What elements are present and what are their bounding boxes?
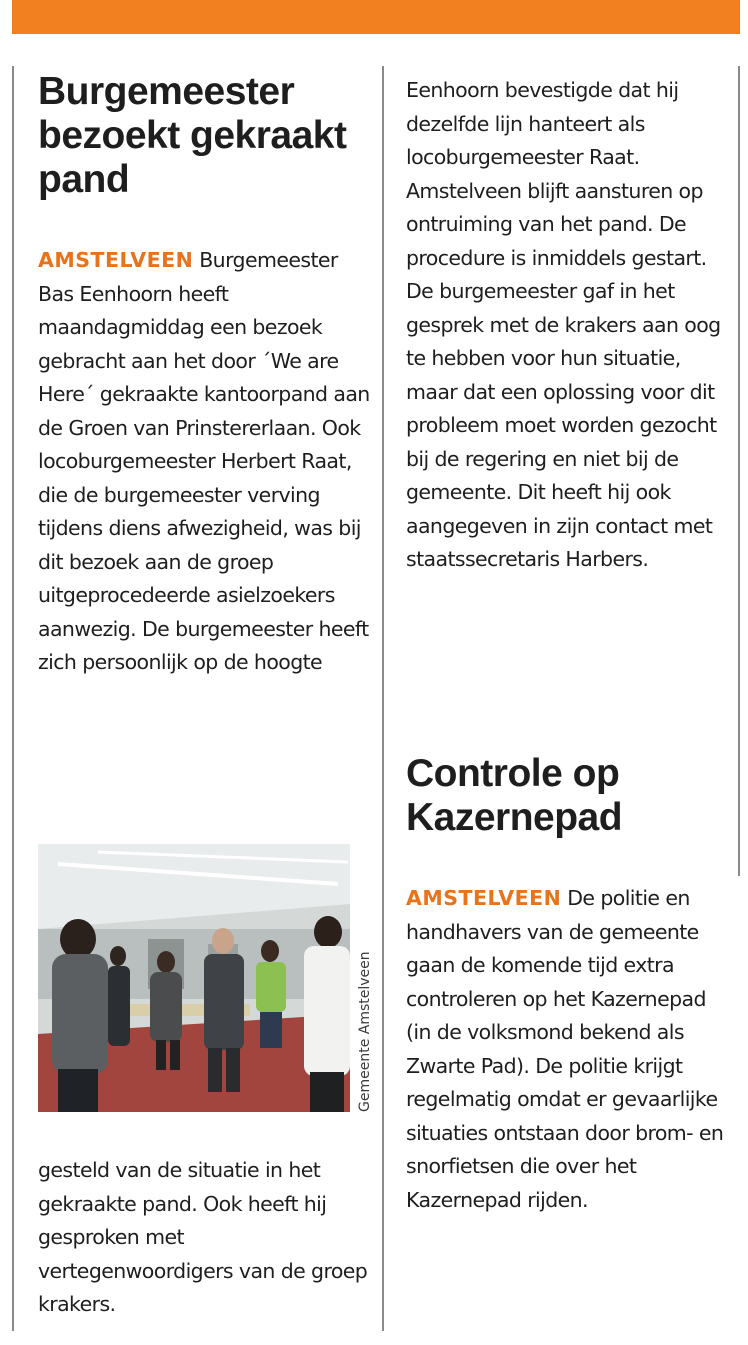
- article2-body-paragraph: [406, 882, 736, 1217]
- column-rule-right: [738, 66, 740, 876]
- article1-body-part1: Burgemeester Bas Eenhoorn heeft maandagmiddag een bezoek gebracht aan het door ´We are Here´ gekraakte kantoorpand aan de Groen van Prinstererlaan. Ook locoburgemeester Herbert Raat, die de burgemeester verving tijdens diens afwezigheid, was bij dit bezoek aan de groep uitgeprocedeerde asielzoekers aanwezig. De burgemeester heeft zich persoonlijk op de hoogte: [38, 248, 370, 674]
- photo-credit: Gemeente Amstelveen: [357, 951, 373, 1112]
- top-accent-bar: [12, 0, 740, 34]
- article1-body-part3: Eenhoorn bevestigde dat hij dezelfde lijn hanteert als locoburgemeester Raat. Amstelveen blijft aansturen op ontruiming van het pand. De procedure is inmiddels gestart. De burgemeester gaf in het gesprek met de krakers aan oog te hebben voor hun situatie, maar dat een oplossing voor dit probleem moet worden gezocht bij de regering en niet bij de gemeente. Dit heeft hij ook aangegeven in zijn contact met staatssecretaris Harbers.: [406, 78, 721, 571]
- article2-body: De politie en handhavers van de gemeente gaan de komende tijd extra controleren op het Kazernepad (in de volksmond bekend als Zwarte Pad). De politie krijgt regelmatig omdat er gevaarlijke situaties ontstaan door brom- en snorfietsen die over het Kazernepad rijden.: [406, 886, 724, 1212]
- article2-dateline: AMSTELVEEN: [406, 886, 562, 910]
- article1-body-part2: gesteld van de situatie in het gekraakte pand. Ook heeft hij gesproken met vertegenwoordigers van de groep krakers.: [38, 1158, 368, 1316]
- article-photo: [38, 844, 350, 1112]
- article1-dateline: AMSTELVEEN: [38, 248, 194, 272]
- article1-headline: Burgemeester bezoekt gekraakt pand: [38, 70, 347, 201]
- column-rule-left: [12, 66, 14, 1331]
- article2-headline: Controle op Kazernepad: [406, 752, 623, 839]
- article1-body-intro: [38, 244, 373, 680]
- column-rule-middle: [382, 66, 384, 1331]
